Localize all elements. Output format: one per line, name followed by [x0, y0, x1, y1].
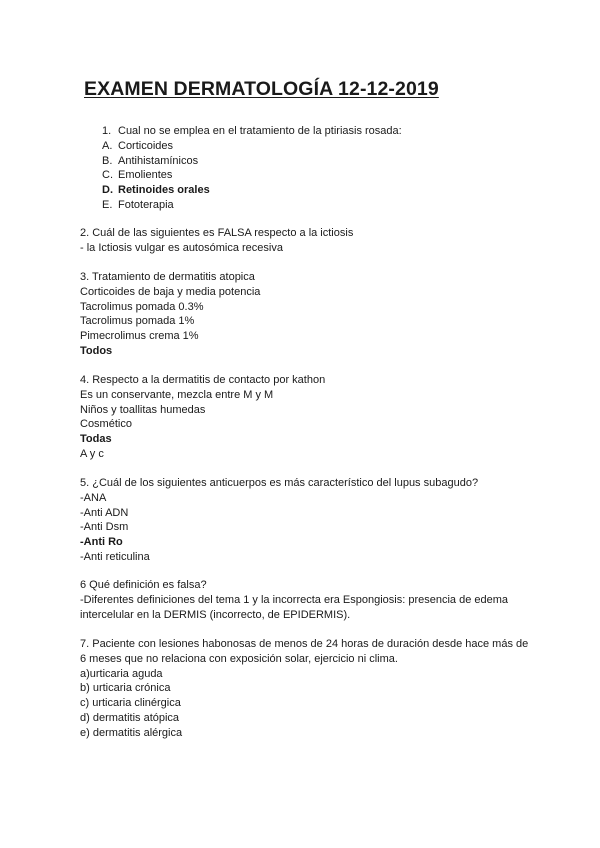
question-5-option: -Anti reticulina — [80, 550, 150, 563]
option-letter: D. — [102, 184, 113, 197]
question-1 — [102, 124, 552, 213]
question-1-option-c — [102, 168, 552, 183]
question-5-option-correct: -Anti Ro — [80, 536, 123, 549]
question-3 — [80, 270, 530, 359]
question-4-option: A y c — [80, 447, 104, 460]
exam-title: EXAMEN DERMATOLOGÍA 12-12-2019 — [84, 78, 439, 100]
question-1-option-b — [102, 154, 552, 169]
question-1-number: 1. — [102, 125, 112, 137]
question-4-option-correct: Todas — [80, 433, 112, 446]
option-letter: B. — [102, 154, 113, 167]
question-4-option: Es un conservante, mezcla entre M y M — [80, 388, 274, 401]
option-text: Antihistamínicos — [118, 154, 199, 167]
question-3-option: Pimecrolimus crema 1% — [80, 330, 199, 343]
question-6 — [80, 578, 530, 622]
question-4-option: Cosmético — [80, 418, 132, 431]
question-2 — [80, 226, 530, 256]
question-4-text: 4. Respecto a la dermatitis de contacto por kathon — [80, 374, 326, 386]
option-text: Fototerapia — [118, 198, 174, 211]
question-7-text-line-1: 7. Paciente con lesiones habonosas de menos de 24 horas de duración desde hace más de — [80, 638, 529, 650]
question-7-option: a)urticaria aguda — [80, 667, 163, 680]
question-6-answer-line-2: intercelular en la DERMIS (incorrecto, de EPIDERMIS). — [80, 608, 351, 621]
question-7 — [80, 637, 530, 741]
question-7-option: d) dermatitis atópica — [80, 711, 180, 724]
question-4-option: Niños y toallitas humedas — [80, 403, 206, 416]
question-3-option: Corticoides de baja y media potencia — [80, 285, 261, 298]
question-2-answer: - la Ictiosis vulgar es autosómica recesiva — [80, 241, 283, 254]
question-5-text: 5. ¿Cuál de los siguientes anticuerpos es más característico del lupus subagudo? — [80, 477, 479, 489]
question-1-line — [102, 124, 552, 139]
question-1-text: Cual no se emplea en el tratamiento de la ptiriasis rosada: — [118, 125, 402, 137]
question-5-option: -ANA — [80, 491, 107, 504]
question-6-text: 6 Qué definición es falsa? — [80, 579, 207, 591]
option-text: Retinoides orales — [118, 184, 210, 197]
option-letter: C. — [102, 169, 113, 182]
question-6-answer-line-1: -Diferentes definiciones del tema 1 y la incorrecta era Espongiosis: presencia de edema — [80, 593, 509, 606]
option-text: Emolientes — [118, 169, 173, 182]
question-4 — [80, 373, 530, 462]
option-letter: A. — [102, 139, 113, 152]
question-5 — [80, 476, 530, 565]
question-7-text-line-2: 6 meses que no relaciona con exposición solar, ejercicio ni clima. — [80, 652, 398, 665]
question-7-option: c) urticaria clinérgica — [80, 697, 181, 710]
question-1-option-e — [102, 198, 552, 213]
question-5-option: -Anti Dsm — [80, 521, 129, 534]
question-7-option: e) dermatitis alérgica — [80, 726, 183, 739]
question-1-option-a — [102, 139, 552, 154]
question-3-option: Tacrolimus pomada 0.3% — [80, 300, 204, 313]
question-7-option: b) urticaria crónica — [80, 682, 171, 695]
question-2-text: 2. Cuál de las siguientes es FALSA respecto a la ictiosis — [80, 227, 354, 239]
question-3-option: Tacrolimus pomada 1% — [80, 315, 195, 328]
option-letter: E. — [102, 198, 113, 211]
option-text: Corticoides — [118, 139, 174, 152]
question-5-option: -Anti ADN — [80, 506, 129, 519]
question-3-text: 3. Tratamiento de dermatitis atopica — [80, 271, 255, 283]
question-1-option-d-correct — [102, 183, 552, 198]
question-3-option-correct: Todos — [80, 344, 113, 357]
